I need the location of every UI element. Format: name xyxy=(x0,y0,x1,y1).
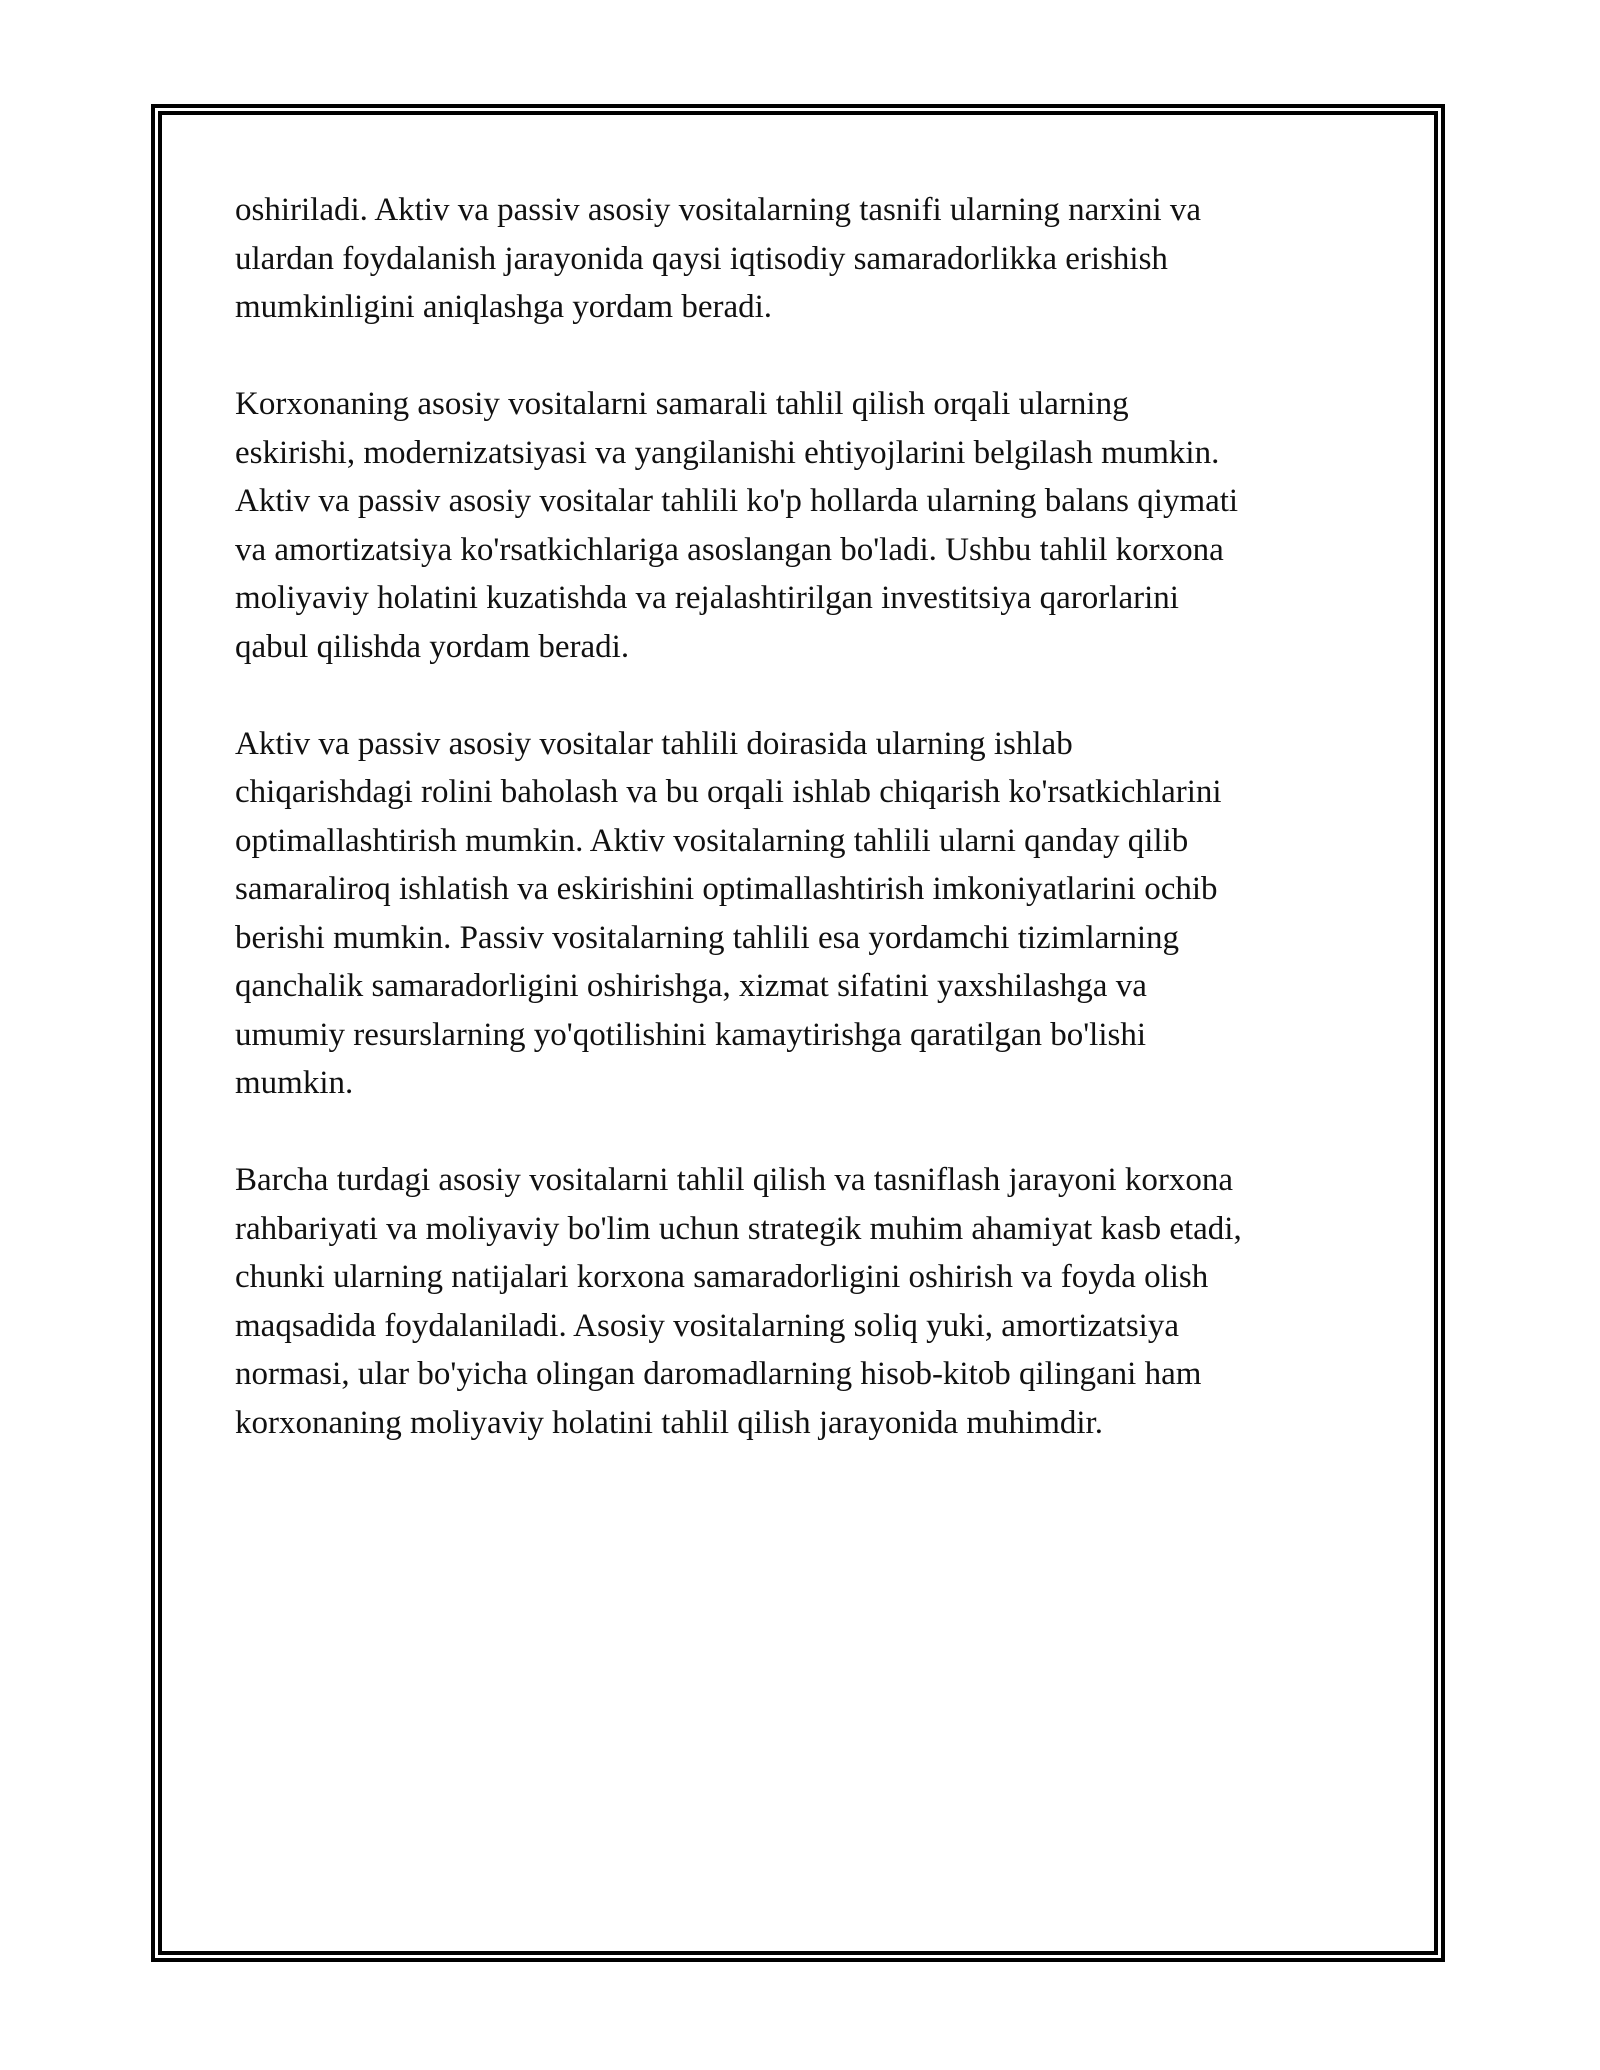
text-line: chiqarishdagi rolini baholash va bu orqali ishlab chiqarish ko'rsatkichlarini xyxy=(235,774,1222,810)
text-line: qabul qilishda yordam beradi. xyxy=(235,628,630,665)
text-line: umumiy resurslarning yo'qotilishini kamaytirishga qaratilgan bo'lishi xyxy=(235,1016,1147,1053)
text-line: Korxonaning asosiy vositalarni samarali tahlil qilish orqali ularning xyxy=(235,386,1129,422)
text-line: berishi mumkin. Passiv vositalarning tahlili esa yordamchi tizimlarning xyxy=(235,919,1180,956)
text-line: optimallashtirish mumkin. Aktiv vositalarning tahlili ularni qanday qilib xyxy=(235,822,1189,859)
text-line: va amortizatsiya ko'rsatkichlariga asoslangan bo'ladi. Ushbu tahlil korxona xyxy=(235,531,1224,568)
text-line: oshiriladi. Aktiv va passiv asosiy vositalarning tasnifi ularning narxini va xyxy=(235,192,1202,228)
paragraph-3 xyxy=(235,720,1375,1108)
paragraph-1 xyxy=(235,186,1375,332)
document-body xyxy=(235,186,1375,1496)
text-line: korxonaning moliyaviy holatini tahlil qilish jarayonida muhimdir. xyxy=(235,1404,1103,1441)
text-line: maqsadida foydalaniladi. Asosiy vositalarning soliq yuki, amortizatsiya xyxy=(235,1307,1179,1344)
text-line: eskirishi, modernizatsiyasi va yangilanishi ehtiyojlarini belgilash mumkin. xyxy=(235,434,1220,471)
text-line: mumkin. xyxy=(235,1065,354,1101)
text-line: samaraliroq ishlatish va eskirishini optimallashtirish imkoniyatlarini ochib xyxy=(235,871,1218,907)
paragraph-2 xyxy=(235,380,1375,671)
text-line: ulardan foydalanish jarayonida qaysi iqtisodiy samaradorlikka erishish xyxy=(235,240,1168,277)
text-line: normasi, ular bo'yicha olingan daromadlarning hisob-kitob qilingani ham xyxy=(235,1356,1202,1392)
text-line: rahbariyati va moliyaviy bo'lim uchun strategik muhim ahamiyat kasb etadi, xyxy=(235,1210,1242,1247)
paragraph-4 xyxy=(235,1156,1375,1447)
text-line: Aktiv va passiv asosiy vositalar tahlili ko'p hollarda ularning balans qiymati xyxy=(235,483,1239,519)
text-line: Aktiv va passiv asosiy vositalar tahlili doirasida ularning ishlab xyxy=(235,725,1073,762)
text-line: qanchalik samaradorligini oshirishga, xizmat sifatini yaxshilashga va xyxy=(235,968,1147,1004)
text-line: chunki ularning natijalari korxona samaradorligini oshirish va foyda olish xyxy=(235,1259,1209,1295)
text-line: moliyaviy holatini kuzatishda va rejalashtirilgan investitsiya qarorlarini xyxy=(235,580,1179,616)
text-line: mumkinligini aniqlashga yordam beradi. xyxy=(235,289,773,325)
text-line: Barcha turdagi asosiy vositalarni tahlil qilish va tasniflash jarayoni korxona xyxy=(235,1162,1234,1198)
